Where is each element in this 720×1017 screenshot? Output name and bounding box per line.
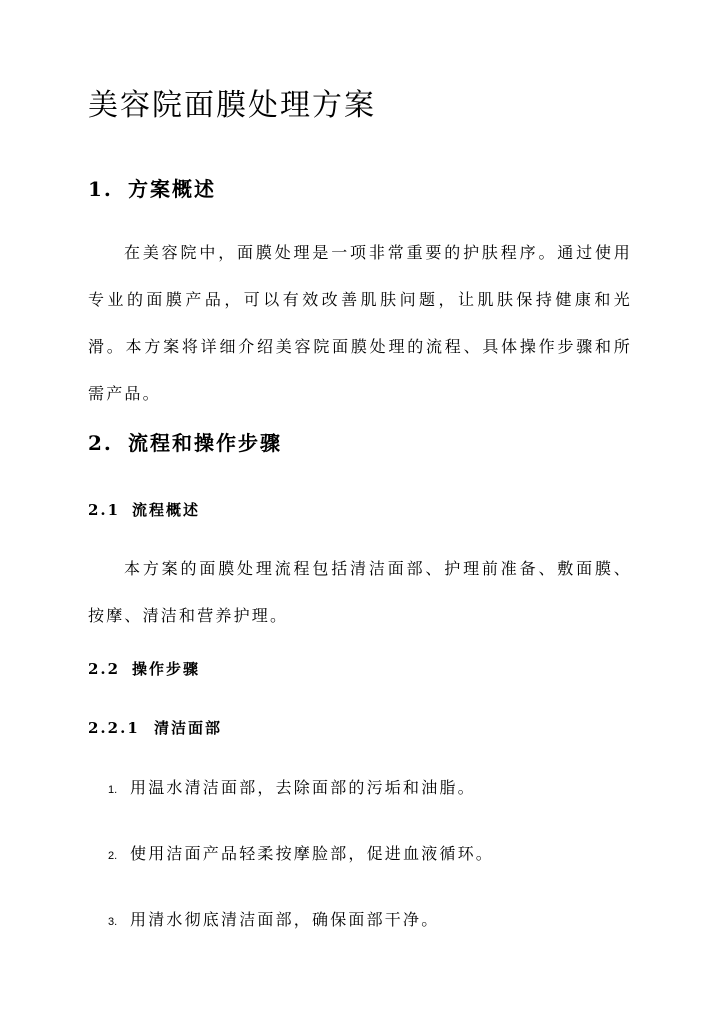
- document-title: 美容院面膜处理方案: [88, 88, 376, 123]
- section-2-2-title: 操作步骤: [132, 660, 201, 678]
- section-2-2-1-heading: [88, 716, 222, 740]
- list-item: [88, 772, 494, 838]
- section-2-2-heading: [88, 657, 200, 681]
- section-1-heading: [88, 174, 216, 204]
- list-item-text: 使用洁面产品轻柔按摩脸部，促进血液循环。: [130, 844, 495, 863]
- list-item: [88, 904, 494, 970]
- section-2-heading: [88, 428, 282, 458]
- list-item-marker: 2.: [108, 850, 118, 862]
- list-item: [88, 838, 494, 904]
- section-1-paragraph: 在美容院中，面膜处理是一项非常重要的护肤程序。通过使用专业的面膜产品，可以有效改善肌肤问题，让肌肤保持健康和光滑。本方案将详细介绍美容院面膜处理的流程、具体操作步骤和所需产品。: [88, 243, 632, 403]
- cleansing-steps-list: [88, 772, 494, 970]
- section-2-1-paragraph: 本方案的面膜处理流程包括清洁面部、护理前准备、敷面膜、按摩、清洁和营养护理。: [88, 559, 632, 625]
- list-item-text: 用清水彻底清洁面部，确保面部干净。: [130, 910, 440, 929]
- section-2-2-1-title: 清洁面部: [154, 719, 223, 737]
- list-item-text: 用温水清洁面部，去除面部的污垢和油脂。: [130, 778, 476, 797]
- section-1-title: 方案概述: [128, 177, 216, 201]
- section-2-title: 流程和操作步骤: [128, 431, 282, 455]
- list-item-marker: 1.: [108, 784, 118, 796]
- section-1-number: 1.: [88, 177, 113, 201]
- section-2-2-1-number: 2.2.1: [88, 719, 140, 737]
- section-2-1-title: 流程概述: [132, 501, 201, 519]
- section-2-2-number: 2.2: [88, 660, 121, 678]
- section-2-number: 2.: [88, 431, 113, 455]
- section-2-1-number: 2.1: [88, 501, 121, 519]
- section-2-1-heading: [88, 498, 200, 522]
- list-item-marker: 3.: [108, 916, 118, 928]
